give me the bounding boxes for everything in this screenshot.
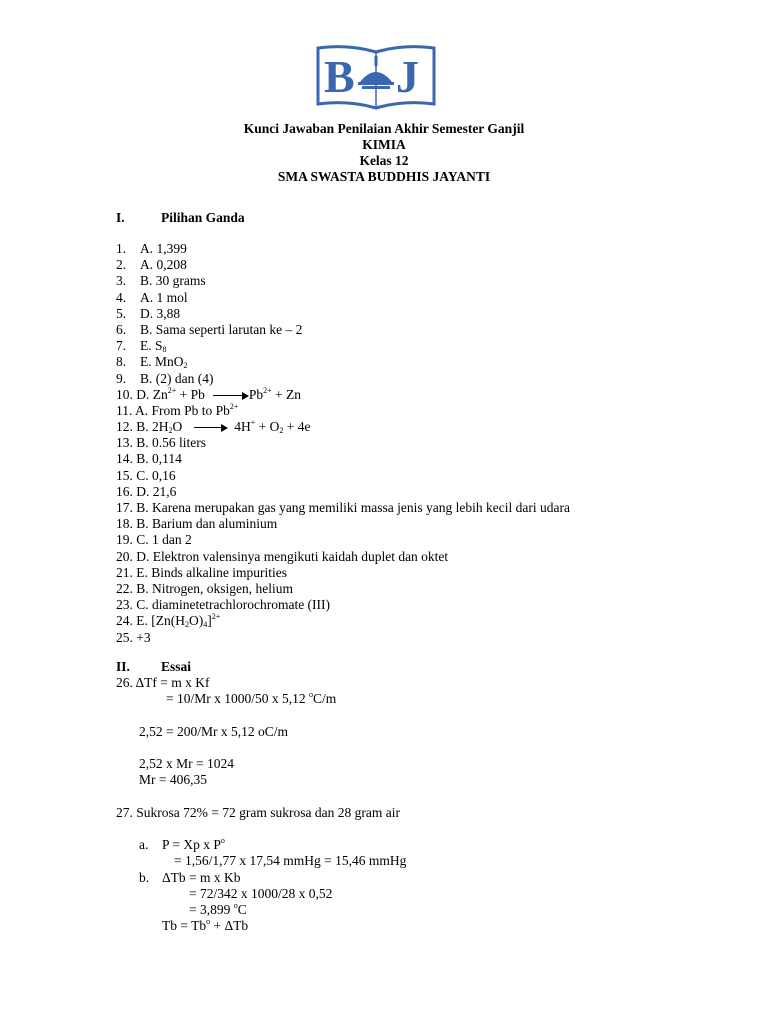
item-number: 1. — [116, 241, 127, 256]
item-text: +3 — [136, 629, 151, 645]
doc-school: SMA SWASTA BUDDHIS JAYANTI — [277, 169, 491, 184]
doc-title: Kunci Jawaban Penilaian Akhir Semester Ganjil — [243, 121, 525, 136]
item-text: B. (2) dan (4) — [140, 370, 214, 386]
item-text: B. Barium dan aluminium — [136, 516, 278, 532]
list-item — [116, 257, 736, 273]
essay-26-line-4: 2,52 x Mr = 1024 — [139, 756, 234, 771]
item-number: 8. — [116, 354, 127, 370]
item-text: E. [Zn(H — [136, 613, 185, 629]
section-multiple-choice — [116, 210, 416, 226]
list-item — [116, 403, 736, 419]
item-text: B. 2H — [136, 419, 169, 435]
list-item — [116, 581, 736, 597]
essay-27-b-line-1: ΔTb = m x Kb — [162, 870, 241, 885]
superscript: + — [250, 418, 256, 428]
essay-27-b-line-2: = 72/342 x 1000/28 x 0,52 — [189, 886, 333, 901]
list-item — [116, 290, 736, 306]
list-item — [116, 565, 736, 581]
equation-text: C/m — [313, 691, 337, 706]
subscript: 2 — [168, 426, 173, 436]
essay-26-line-1: 26. ΔTf = m x Kf — [116, 675, 210, 690]
list-item — [116, 630, 736, 646]
school-logo — [312, 42, 440, 114]
item-number: 10. — [116, 386, 133, 402]
item-number: 16. — [116, 483, 133, 499]
subscript: 2 — [184, 620, 189, 630]
item-number: 15. — [116, 467, 133, 483]
item-text: B. Nitrogen, oksigen, helium — [136, 580, 293, 596]
section-title: Essai — [161, 659, 192, 674]
item-text: E. MnO — [140, 354, 184, 370]
item-text: A. 1 mol — [140, 289, 188, 305]
essay-27-b-line-4 — [162, 918, 248, 934]
item-number: 3. — [116, 273, 127, 289]
list-item — [116, 435, 736, 451]
item-text: + Zn — [271, 386, 302, 402]
item-text: D. Zn — [136, 386, 168, 402]
equation-text: C — [237, 902, 247, 917]
item-text: B. Karena merupakan gas yang memiliki massa jenis yang lebih kecil dari udara — [136, 500, 570, 515]
subscript: 4 — [203, 620, 208, 630]
list-item — [116, 273, 736, 289]
superscript: 2+ — [263, 385, 272, 395]
list-item — [116, 468, 736, 484]
superscript: o — [220, 836, 225, 845]
superscript: o — [309, 690, 313, 699]
equation-text: + ΔTb — [210, 918, 249, 933]
item-number: 19. — [116, 532, 133, 548]
equation-text: Tb = Tb — [162, 918, 207, 933]
list-item — [116, 516, 736, 532]
item-text: O) — [188, 613, 204, 629]
list-item — [116, 500, 736, 516]
essay-26-line-5: Mr = 406,35 — [139, 772, 207, 787]
item-number: 11. — [116, 402, 133, 418]
item-number: 4. — [116, 289, 127, 305]
reaction-arrow-icon — [194, 424, 228, 432]
item-text: D. Elektron valensinya mengikuti kaidah duplet dan oktet — [136, 548, 449, 564]
equation-text: P = Xp x P — [162, 837, 221, 852]
item-text: C. 0,16 — [136, 467, 176, 483]
item-number: 9. — [116, 370, 127, 386]
stupa-icon — [358, 56, 394, 89]
essay-26-line-3: 2,52 = 200/Mr x 5,12 oC/m — [139, 724, 288, 739]
item-text: D. 3,88 — [140, 305, 181, 321]
list-item — [116, 387, 736, 403]
item-text: B. 0,114 — [136, 451, 182, 467]
subscript: 2 — [183, 361, 188, 371]
essay-27-a-label: a. — [139, 837, 149, 852]
item-number: 17. — [116, 500, 133, 515]
superscript: o — [206, 917, 211, 926]
list-item — [116, 419, 736, 435]
list-item — [116, 451, 736, 467]
item-text: 4H — [234, 419, 251, 435]
item-number: 22. — [116, 580, 133, 596]
equation-text: = 3,899 — [189, 902, 234, 917]
essay-27-a-line-2: = 1,56/1,77 x 17,54 mmHg = 15,46 mmHg — [174, 853, 407, 868]
item-text: C. 1 dan 2 — [136, 532, 192, 548]
item-text: O — [172, 419, 183, 435]
item-number: 6. — [116, 321, 127, 337]
item-text: E. S — [140, 338, 163, 354]
list-item — [116, 338, 736, 354]
section-number: II. — [116, 659, 130, 674]
list-item — [116, 484, 736, 500]
item-text: B. 0.56 liters — [136, 435, 206, 451]
item-number: 24. — [116, 613, 133, 629]
item-number: 5. — [116, 305, 127, 321]
item-text: + O — [255, 419, 280, 435]
list-item — [116, 549, 736, 565]
answer-list — [116, 241, 736, 646]
item-text: B. 30 grams — [140, 273, 206, 289]
list-item — [116, 532, 736, 548]
item-text: Pb — [248, 386, 264, 402]
item-text: B. Sama seperti larutan ke – 2 — [140, 321, 303, 337]
item-text: C. diaminetetrachlorochromate (III) — [136, 597, 331, 613]
item-text: A. 1,399 — [140, 241, 187, 256]
superscript: 2+ — [229, 401, 239, 411]
item-number: 18. — [116, 516, 133, 532]
subscript: 2 — [279, 426, 284, 436]
logo-letter-b: B — [324, 51, 355, 102]
list-item — [116, 322, 736, 338]
item-text: + Pb — [176, 386, 205, 402]
item-text: A. From Pb to Pb — [135, 402, 230, 418]
section-essay — [116, 659, 416, 675]
section-title: Pilihan Ganda — [161, 210, 245, 225]
item-text: A. 0,208 — [140, 257, 187, 273]
reaction-arrow-icon — [213, 392, 249, 400]
item-text: E. Binds alkaline impurities — [136, 564, 287, 580]
list-item — [116, 354, 736, 370]
item-number: 25. — [116, 629, 133, 645]
superscript: 2+ — [211, 612, 221, 622]
item-number: 21. — [116, 564, 133, 580]
logo-letter-j: J — [396, 51, 419, 102]
essay-27-a-line-1 — [162, 837, 225, 853]
doc-class: Kelas 12 — [359, 153, 409, 168]
item-number: 20. — [116, 548, 133, 564]
essay-27-intro: 27. Sukrosa 72% = 72 gram sukrosa dan 28 gram air — [116, 805, 400, 820]
item-number: 12. — [116, 419, 133, 435]
item-number: 13. — [116, 435, 133, 451]
equation-text: = 10/Mr x 1000/50 x 5,12 — [166, 691, 309, 706]
subscript: 8 — [162, 345, 167, 355]
item-number: 7. — [116, 338, 127, 354]
essay-27-b-line-3 — [189, 902, 247, 918]
superscript: o — [233, 901, 238, 910]
list-item — [116, 306, 736, 322]
item-text: D. 21,6 — [136, 483, 177, 499]
section-number: I. — [116, 210, 125, 225]
doc-subject: KIMIA — [362, 137, 406, 152]
item-number: 23. — [116, 597, 133, 613]
list-item — [116, 371, 736, 387]
item-number: 2. — [116, 257, 127, 273]
item-number: 14. — [116, 451, 133, 467]
item-text: + 4e — [283, 419, 311, 435]
list-item — [116, 241, 736, 257]
list-item — [116, 613, 736, 629]
superscript: 2+ — [167, 385, 177, 395]
item-text: ] — [207, 613, 212, 629]
essay-27-b-label: b. — [139, 870, 150, 885]
essay-26-line-2 — [166, 691, 336, 707]
list-item — [116, 597, 736, 613]
